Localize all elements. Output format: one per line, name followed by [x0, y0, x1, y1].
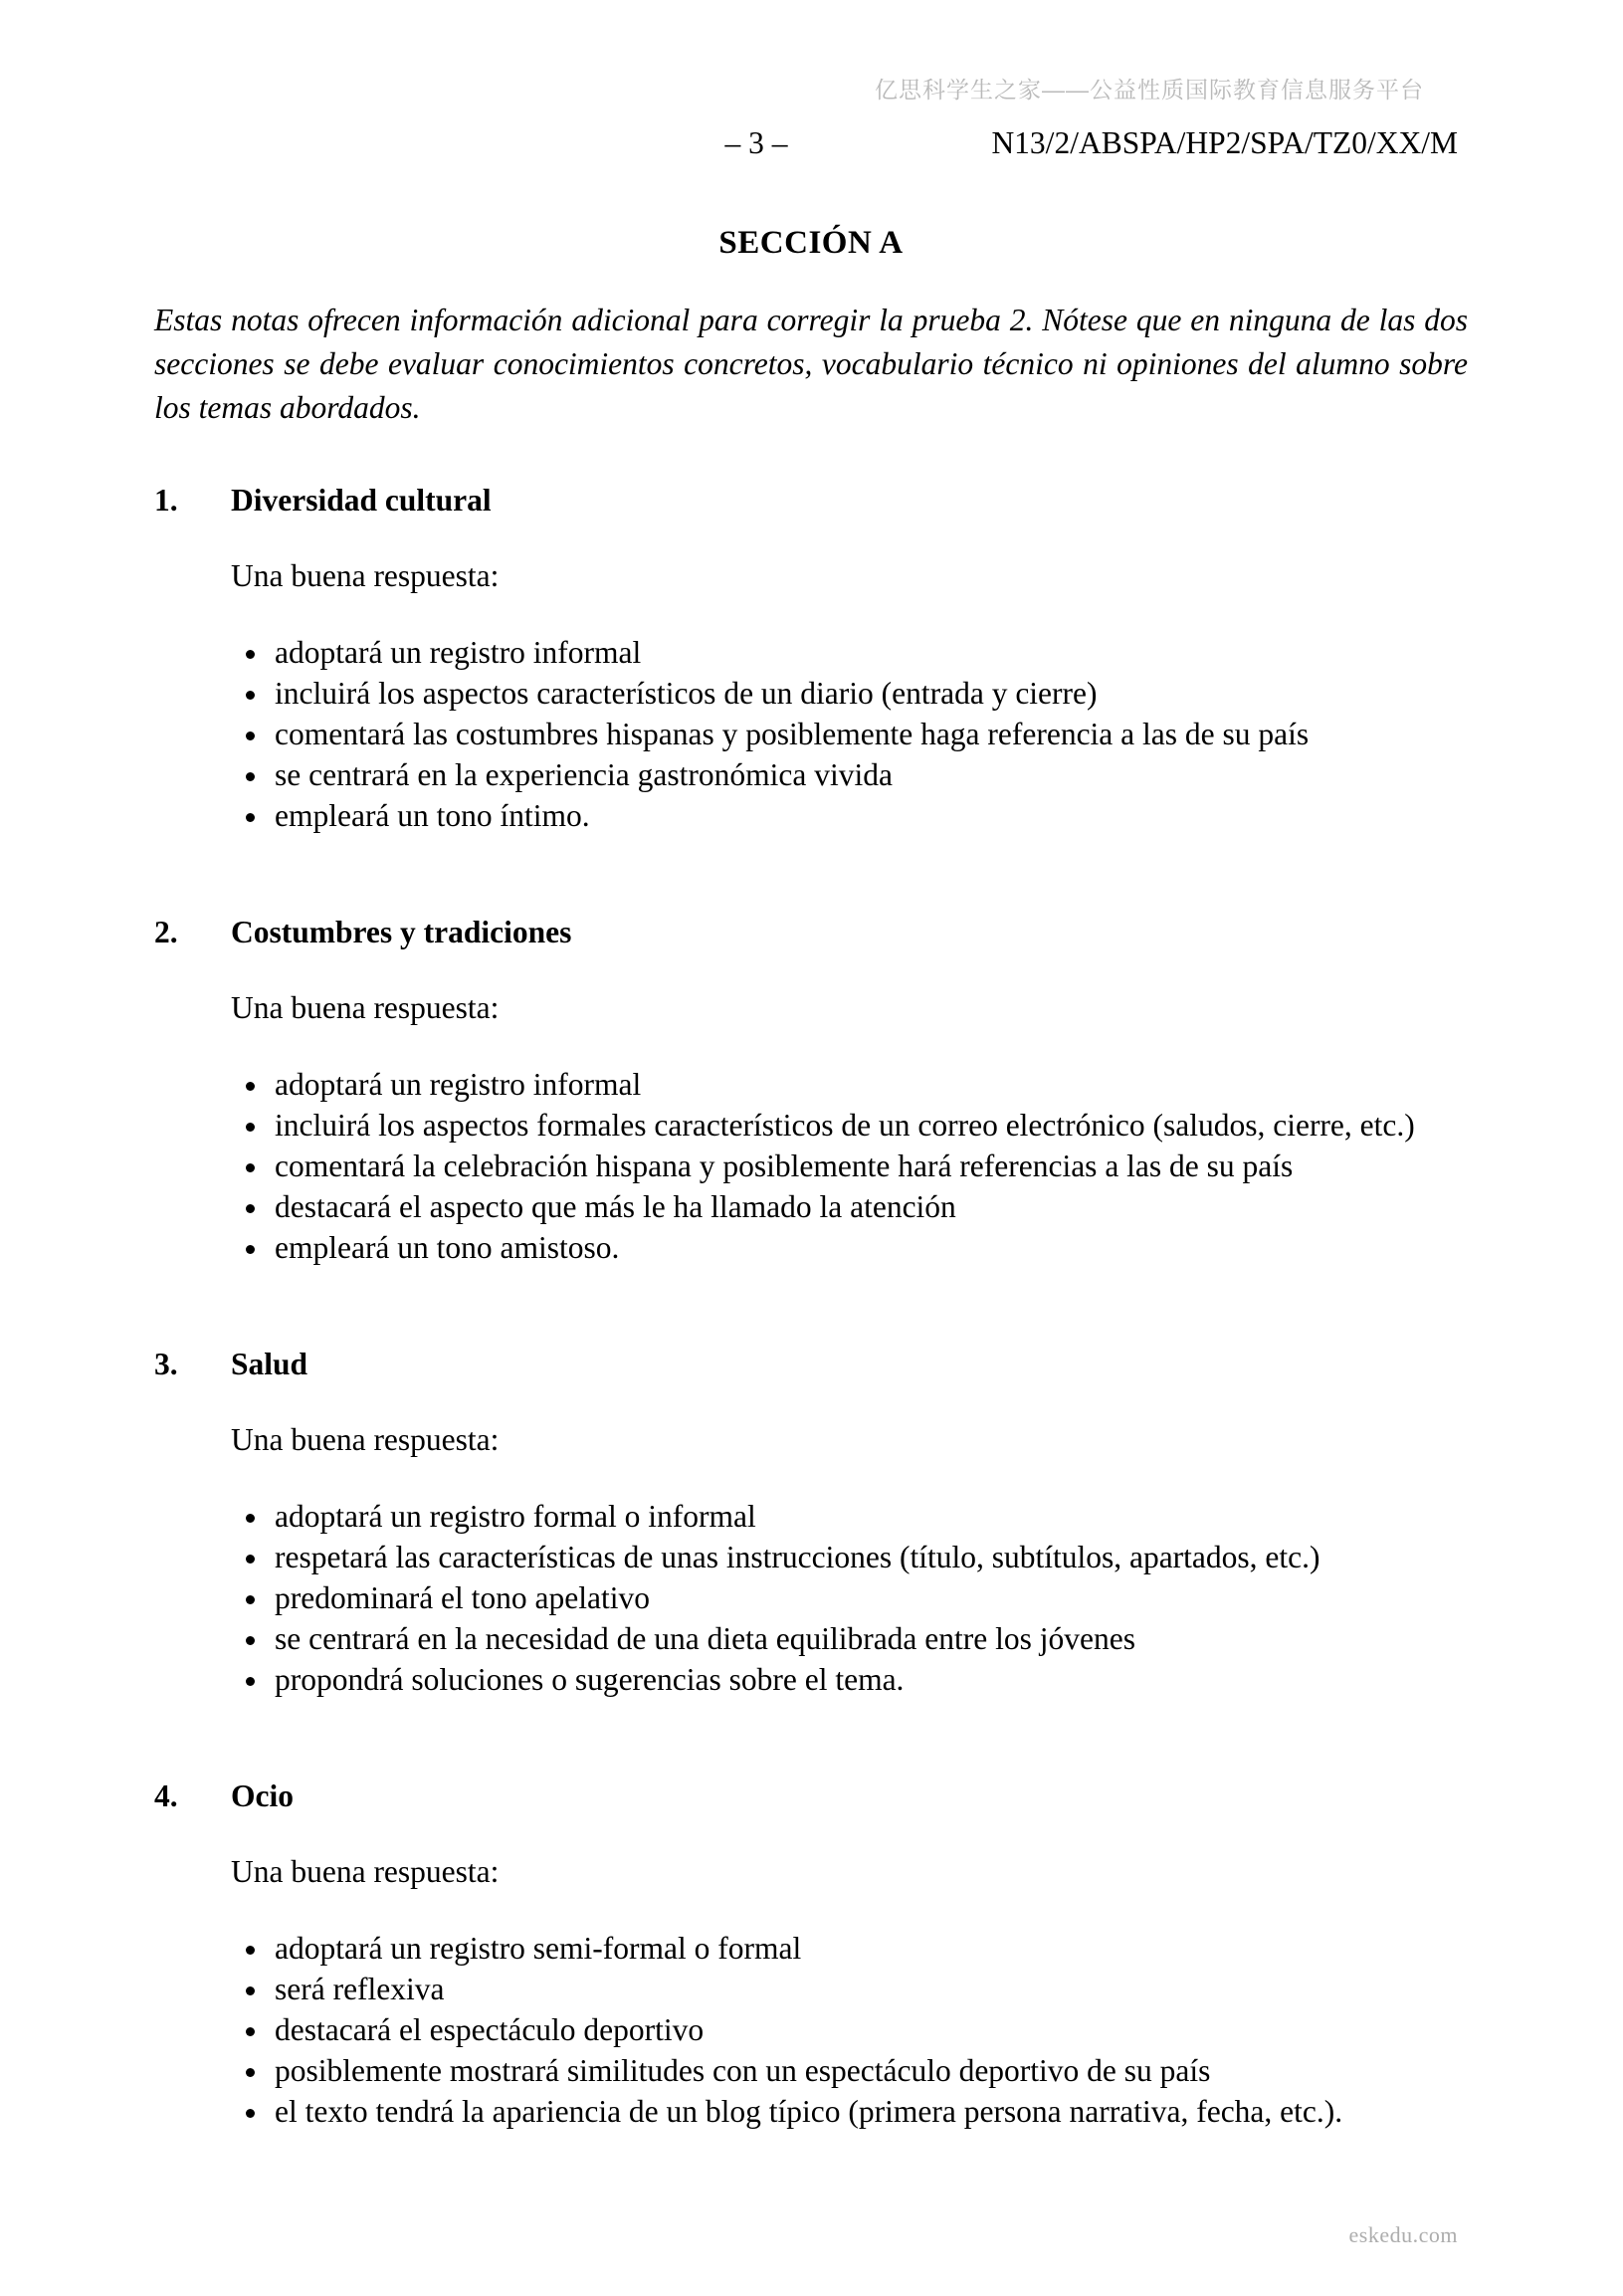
section-number: 2.: [154, 915, 178, 949]
bullet-list: [154, 1496, 1468, 1700]
bullet-item: • incluirá los aspectos formales característicos de un correo electrónico (saludos, cierre, etc.): [271, 1105, 1468, 1146]
bullet-item: • destacará el aspecto que más le ha llamado la atención: [271, 1186, 1468, 1227]
section-heading: [154, 912, 1468, 952]
section-costumbres-y-tradiciones: [154, 912, 1468, 1268]
bullet-item: • empleará un tono íntimo.: [271, 795, 1468, 836]
section-subtitle: Una buena respuesta:: [231, 1854, 500, 1889]
bullet-item: • empleará un tono amistoso.: [271, 1227, 1468, 1268]
bullet-item: • comentará la celebración hispana y posiblemente hará referencias a las de su país: [271, 1146, 1468, 1186]
section-ocio: [154, 1775, 1468, 2132]
section-subtitle: Una buena respuesta:: [231, 990, 500, 1025]
bullet-item: • respetará las características de unas instrucciones (título, subtítulos, apartados, etc.): [271, 1537, 1468, 1577]
bullet-item: • será reflexiva: [271, 1969, 1468, 2009]
section-subtitle: Una buena respuesta:: [231, 558, 500, 593]
bullet-list: [154, 632, 1468, 836]
page-title: SECCIÓN A: [718, 225, 904, 261]
intro-paragraph: Estas notas ofrecen información adicional para corregir la prueba 2. Nótese que en ninguna de las dos secciones se debe evaluar conocimientos concretos, vocabulario técnico ni opiniones del alumno sobre los temas abordados.: [154, 303, 1468, 425]
bullet-item: • se centrará en la necesidad de una dieta equilibrada entre los jóvenes: [271, 1618, 1468, 1659]
bullet-item: • predominará el tono apelativo: [271, 1577, 1468, 1618]
paper-code: N13/2/ABSPA/HP2/SPA/TZ0/XX/M: [991, 125, 1458, 160]
section-number: 1.: [154, 483, 178, 518]
bullet-item: • el texto tendrá la apariencia de un blog típico (primera persona narrativa, fecha, etc.).: [271, 2091, 1468, 2132]
bullet-list: [154, 1064, 1468, 1268]
section-title: Costumbres y tradiciones: [231, 915, 572, 949]
section-number: 4.: [154, 1778, 178, 1813]
watermark-text: 亿思科学生之家——公益性质国际教育信息服务平台: [875, 77, 1424, 103]
section-subtitle: Una buena respuesta:: [231, 1422, 500, 1457]
bullet-item: • adoptará un registro informal: [271, 632, 1468, 673]
section-salud: [154, 1344, 1468, 1700]
bullet-item: • incluirá los aspectos característicos de un diario (entrada y cierre): [271, 673, 1468, 714]
section-heading: [154, 1775, 1468, 1816]
section-title: Diversidad cultural: [231, 483, 492, 518]
bullet-item: • destacará el espectáculo deportivo: [271, 2009, 1468, 2050]
bullet-item: • adoptará un registro informal: [271, 1064, 1468, 1105]
bullet-item: • se centrará en la experiencia gastronómica vivida: [271, 754, 1468, 795]
bullet-list: [154, 1928, 1468, 2132]
bullet-item: • comentará las costumbres hispanas y posiblemente haga referencia a las de su país: [271, 714, 1468, 754]
bullet-item: • adoptará un registro semi-formal o formal: [271, 1928, 1468, 1969]
section-heading: [154, 480, 1468, 521]
bullet-item: • posiblemente mostrará similitudes con un espectáculo deportivo de su país: [271, 2050, 1468, 2091]
bullet-item: • adoptará un registro formal o informal: [271, 1496, 1468, 1537]
section-heading: [154, 1344, 1468, 1384]
bullet-item: • propondrá soluciones o sugerencias sobre el tema.: [271, 1659, 1468, 1700]
footer-watermark: eskedu.com: [1348, 2222, 1458, 2247]
page-number: – 3 –: [724, 125, 788, 160]
section-title: Ocio: [231, 1778, 294, 1813]
section-number: 3.: [154, 1347, 178, 1381]
section-diversidad-cultural: [154, 480, 1468, 836]
document-content: [154, 0, 1468, 2132]
section-title: Salud: [231, 1347, 308, 1381]
